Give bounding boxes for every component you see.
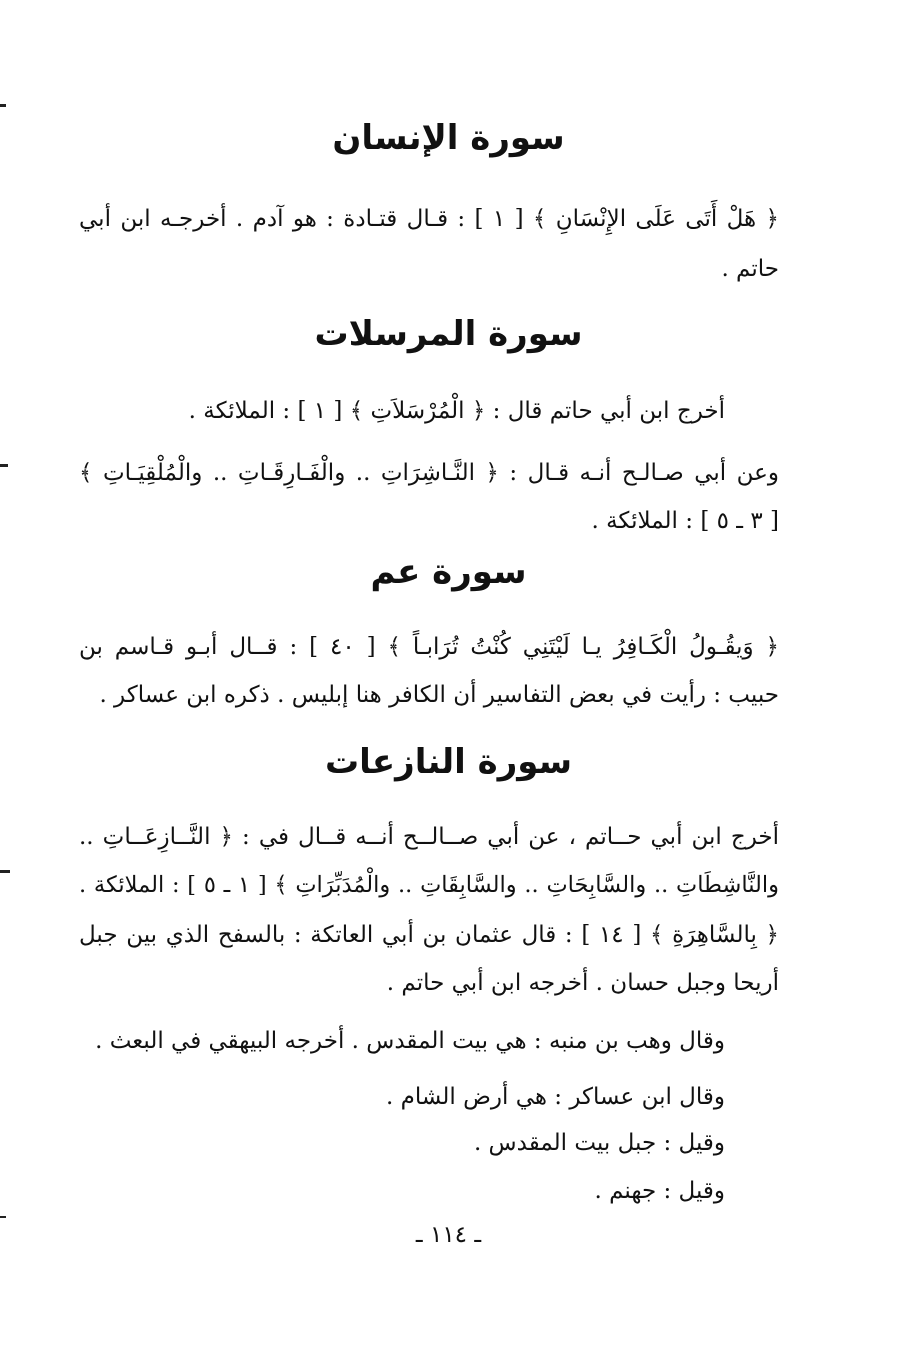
- text-line: وقال ابن عساكر : هي أرض الشام .: [385, 1084, 725, 1110]
- text-line: أخرج ابن أبي حــاتم ، عن أبي صــالــح أنــه قــال في : ﴿ النَّــازِعَــاتِ ..: [79, 824, 779, 850]
- text-line: أريحا وجبل حسان . أخرجه ابن أبي حاتم .: [386, 970, 779, 996]
- surah-heading-amma: سورة عم: [370, 552, 527, 592]
- surah-heading-mursalat: سورة المرسلات: [314, 314, 583, 354]
- text-line: وقال وهب بن منبه : هي بيت المقدس . أخرجه البيهقي في البعث .: [95, 1028, 725, 1054]
- text-line: حاتم .: [721, 256, 779, 282]
- text-line: والنَّاشِطَاتِ .. والسَّابِحَاتِ .. والسَّابِقَاتِ .. والْمُدَبِّرَاتِ ﴾ [ ١ ـ ٥ ] : الملائكة .: [79, 872, 779, 898]
- scan-mark: [0, 104, 6, 107]
- text-line: أخرج ابن أبي حاتم قال : ﴿ الْمُرْسَلاَتِ ﴾ [ ١ ] : الملائكة .: [188, 398, 725, 424]
- surah-heading-naziat: سورة النازعات: [324, 742, 573, 782]
- text-line: وعن أبي صـالـح أنـه قـال : ﴿ النَّـاشِرَاتِ .. والْفَـارِقَـاتِ .. والْمُلْقِيَـاتِ ﴾: [79, 460, 779, 486]
- surah-heading-insan: سورة الإنسان: [332, 118, 565, 158]
- text-line: وقيل : جهنم .: [594, 1178, 725, 1204]
- text-line: [ ٣ ـ ٥ ] : الملائكة .: [591, 508, 779, 534]
- scan-mark: [0, 870, 10, 873]
- text-line: ﴿ وَيقُـولُ الْكَـافِرُ يـا لَيْتَنِي كُنْتُ تُرَابـاً ﴾ [ ٤٠ ] : قــال أبـو قـاسم بن: [79, 634, 780, 660]
- text-line: ﴿ بِالسَّاهِرَةِ ﴾ [ ١٤ ] : قال عثمان بن أبي العاتكة : بالسفح الذي بين جبل: [79, 922, 780, 948]
- text-line: حبيب : رأيت في بعض التفاسير أن الكافر هنا إبليس . ذكره ابن عساكر .: [99, 682, 779, 708]
- text-line: ﴿ هَلْ أَتَى عَلَى الإِنْسَانِ ﴾ [ ١ ] : قـال قتـادة : هو آدم . أخرجـه ابن أبي: [79, 206, 780, 232]
- scan-mark: [0, 1216, 6, 1218]
- text-line: وقيل : جبل بيت المقدس .: [473, 1130, 725, 1156]
- page-number: ـ ١١٤ ـ: [415, 1222, 482, 1248]
- scan-mark: [0, 464, 8, 467]
